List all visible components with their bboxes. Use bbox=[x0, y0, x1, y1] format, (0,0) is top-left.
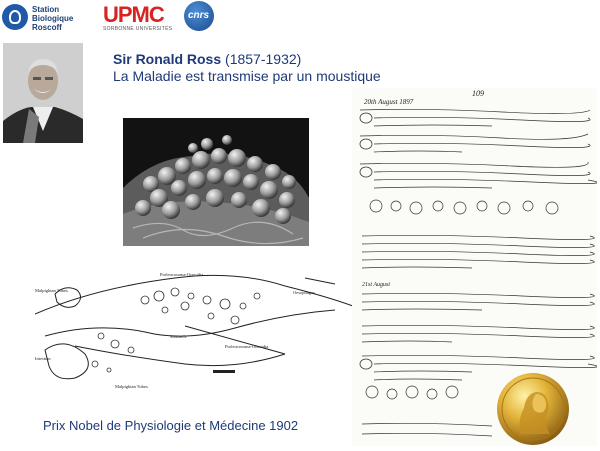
upmc-logo bbox=[103, 4, 173, 34]
label-intestine: Intestine. bbox=[35, 356, 52, 361]
label-proleucosoma-2: Proleucosoma-Ooecidia. bbox=[225, 344, 270, 349]
label-stomach: Stomach. bbox=[170, 334, 187, 339]
shield-icon bbox=[2, 4, 28, 30]
scientist-name: Sir Ronald Ross bbox=[113, 51, 222, 67]
station-biologique-text bbox=[32, 5, 97, 32]
nobel-prize-caption: Prix Nobel de Physiologie et Médecine 1902 bbox=[43, 418, 299, 433]
label-malpighian-top: Malpighian Tubes. bbox=[35, 288, 69, 293]
sbr-line2: Roscoff bbox=[32, 23, 62, 32]
sbr-line1: Station Biologique bbox=[32, 5, 74, 23]
nobel-medal bbox=[496, 372, 570, 446]
label-malpighian-bottom: Malpighian Tubes. bbox=[115, 384, 149, 389]
upmc-subtitle: SORBONNE UNIVERSITÉS bbox=[103, 26, 173, 32]
micrograph-image bbox=[123, 118, 309, 246]
cnrs-wordmark: cnrs bbox=[188, 10, 210, 21]
notebook-heading-2: 21st August bbox=[362, 282, 391, 288]
page-subtitle: La Maladie est transmise par un moustique bbox=[113, 68, 381, 84]
portrait-illustration bbox=[3, 43, 83, 143]
page-title bbox=[113, 51, 301, 67]
label-oesophagus: Oesophagus. bbox=[293, 290, 317, 295]
cnrs-logo bbox=[184, 1, 214, 31]
scientist-dates: (1857-1932) bbox=[225, 51, 302, 67]
label-proleucosoma: Proleucosoma-Ooecidia. bbox=[160, 272, 205, 277]
mosquito-anatomy-drawing bbox=[35, 266, 355, 391]
portrait-photo bbox=[3, 43, 83, 143]
nobel-medal-illustration bbox=[496, 372, 570, 446]
station-biologique-logo bbox=[2, 2, 97, 34]
anatomy-line-drawing bbox=[35, 266, 355, 391]
notebook-page-number: 109 bbox=[472, 89, 484, 98]
upmc-wordmark: UPMC bbox=[103, 2, 164, 27]
notebook-heading: 20th August 1897 bbox=[364, 98, 414, 106]
micrograph-illustration bbox=[123, 118, 309, 246]
